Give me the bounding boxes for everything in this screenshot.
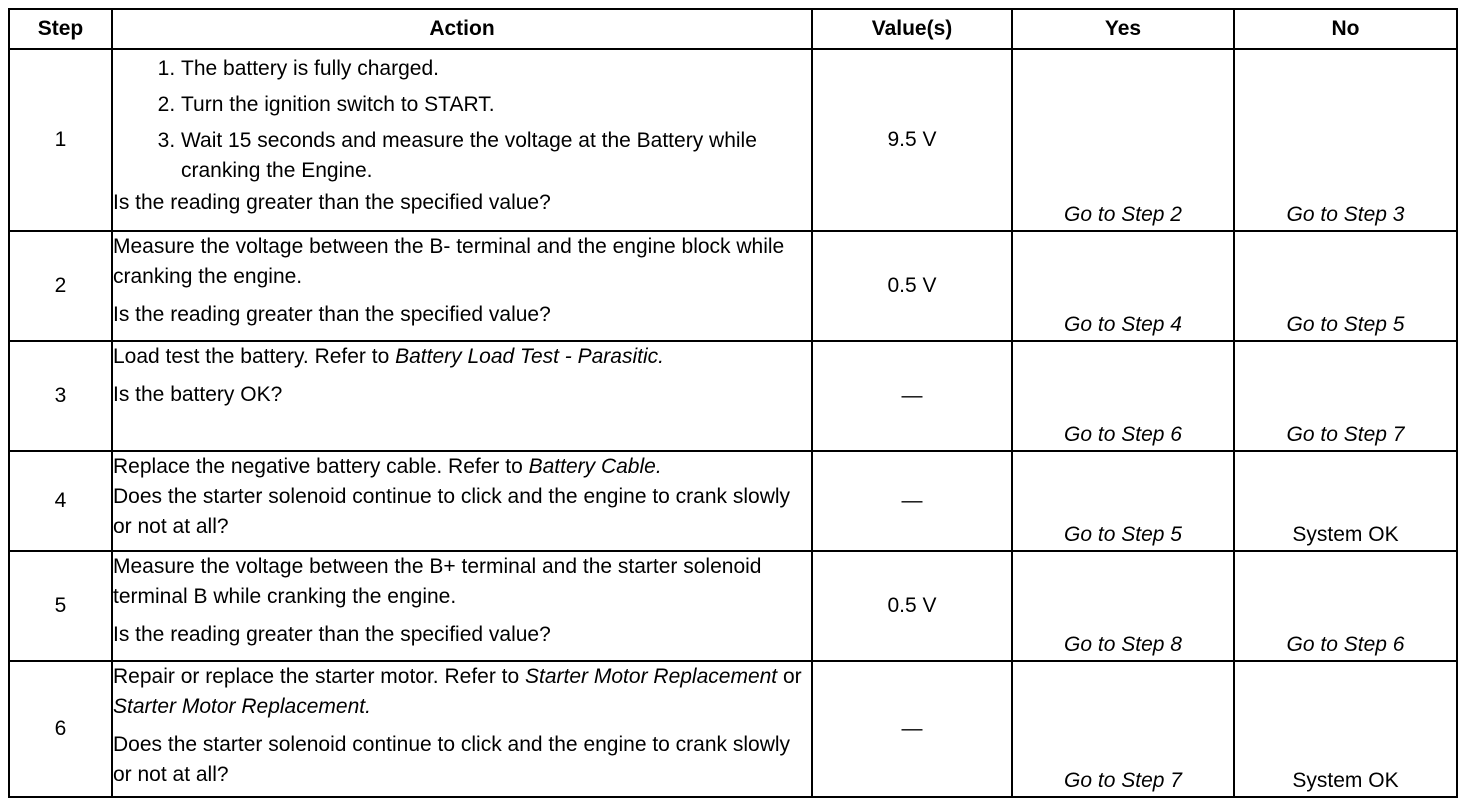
yes-result: Go to Step 5: [1012, 451, 1234, 551]
header-yes: Yes: [1012, 9, 1234, 49]
reference-link[interactable]: Battery Load Test - Parasitic.: [395, 345, 664, 368]
table-row-step-3: [9, 341, 1457, 451]
value-cell: 0.5 V: [812, 551, 1012, 661]
no-result: Go to Step 5: [1234, 231, 1457, 341]
reference-link[interactable]: Battery Cable.: [528, 455, 662, 478]
table-row-step-4: [9, 451, 1457, 551]
reference-link[interactable]: Starter Motor Replacement: [525, 665, 778, 688]
action-question: Does the starter solenoid continue to click and the engine to crank slowly or not at all?: [113, 733, 791, 786]
action-cell: [112, 451, 812, 551]
yes-result: Go to Step 8: [1012, 551, 1234, 661]
value-cell: 0.5 V: [812, 231, 1012, 341]
action-question: Is the reading greater than the specified value?: [113, 303, 551, 326]
action-text-wrap: [113, 662, 811, 722]
action-question: Does the starter solenoid continue to click and the engine to crank slowly or not at all?: [113, 485, 791, 538]
no-result: Go to Step 3: [1234, 49, 1457, 231]
step-number: 2: [9, 231, 112, 341]
no-result: Go to Step 6: [1234, 551, 1457, 661]
action-cell: [112, 341, 812, 451]
action-question: Is the reading greater than the specified value?: [113, 191, 551, 214]
action-text: Measure the voltage between the B+ terminal and the starter solenoid terminal B while cranking the engine.: [113, 555, 762, 608]
yes-result: Go to Step 2: [1012, 49, 1234, 231]
value-cell: —: [812, 661, 1012, 797]
diagnostic-table: [8, 8, 1458, 798]
action-text: Replace the negative battery cable. Refer to: [113, 455, 523, 478]
no-result: System OK: [1234, 661, 1457, 797]
yes-result: Go to Step 6: [1012, 341, 1234, 451]
table-row-step-6: [9, 661, 1457, 797]
step-number: 5: [9, 551, 112, 661]
table-row-step-5: [9, 551, 1457, 661]
header-no: No: [1234, 9, 1457, 49]
step-number: 6: [9, 661, 112, 797]
action-text: Load test the battery. Refer to: [113, 345, 390, 368]
action-list: [113, 54, 811, 186]
action-text: Repair or replace the starter motor. Refer to: [113, 665, 520, 688]
header-step: Step: [9, 9, 112, 49]
list-item: 2. Turn the ignition switch to START.: [181, 90, 811, 120]
action-text: Measure the voltage between the B- terminal and the engine block while cranking the engine.: [113, 235, 785, 288]
yes-result: Go to Step 7: [1012, 661, 1234, 797]
value-cell: —: [812, 341, 1012, 451]
step-number: 4: [9, 451, 112, 551]
action-cell: [112, 49, 812, 231]
action-question: Is the reading greater than the specified value?: [113, 623, 551, 646]
action-cell: [112, 231, 812, 341]
action-text-wrap: [113, 452, 811, 482]
no-result: Go to Step 7: [1234, 341, 1457, 451]
no-result: System OK: [1234, 451, 1457, 551]
table-row-step-1: [9, 49, 1457, 231]
reference-link[interactable]: Starter Motor Replacement.: [113, 695, 371, 718]
action-text-wrap: [113, 342, 811, 372]
value-cell: 9.5 V: [812, 49, 1012, 231]
header-values: Value(s): [812, 9, 1012, 49]
action-cell: [112, 551, 812, 661]
step-number: 1: [9, 49, 112, 231]
reference-joiner: or: [782, 665, 802, 688]
action-question: Is the battery OK?: [113, 383, 283, 406]
yes-result: Go to Step 4: [1012, 231, 1234, 341]
step-number: 3: [9, 341, 112, 451]
table-row-step-2: [9, 231, 1457, 341]
action-cell: [112, 661, 812, 797]
header-action: Action: [112, 9, 812, 49]
header-row: [9, 9, 1457, 49]
value-cell: —: [812, 451, 1012, 551]
list-item: 3. Wait 15 seconds and measure the voltage at the Battery while cranking the Engine.: [181, 126, 811, 186]
list-item: 1. The battery is fully charged.: [181, 54, 811, 84]
